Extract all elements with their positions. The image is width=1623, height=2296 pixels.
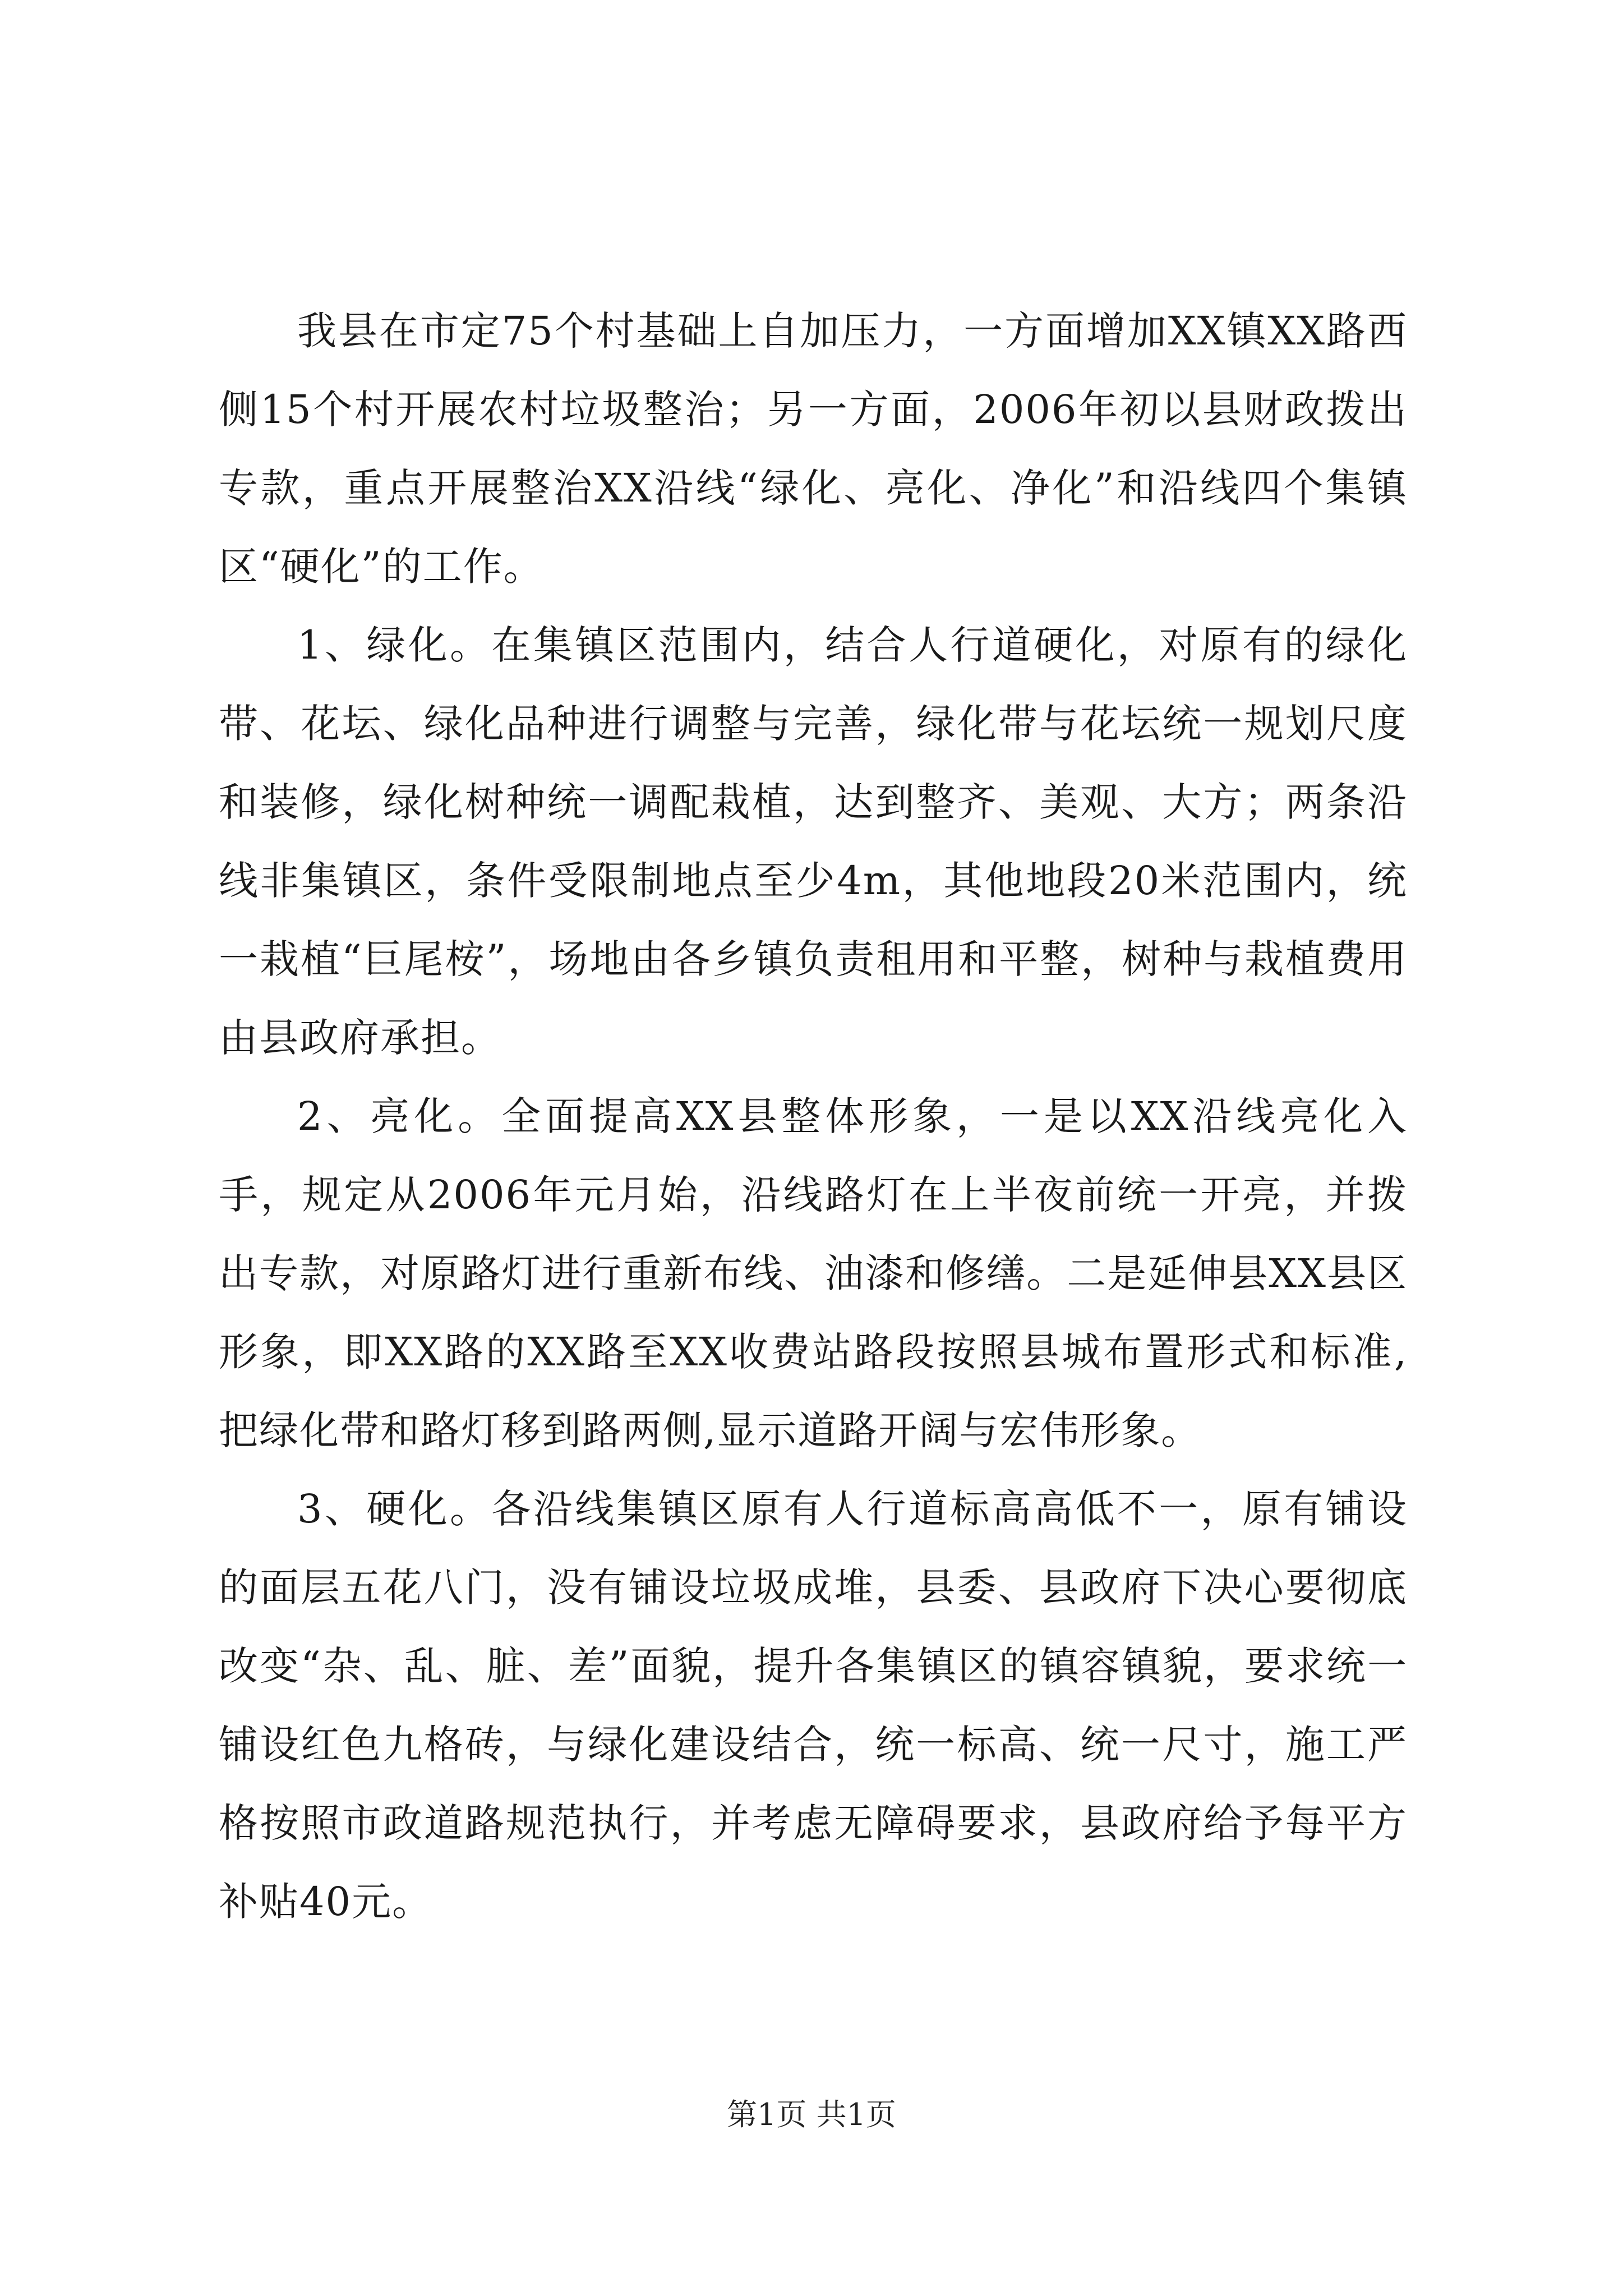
paragraph-hardening: 3、硬化。各沿线集镇区原有人行道标高高低不一，原有铺设的面层五花八门，没有铺设垃圾成堆，县委、县政府下决心要彻底改变“杂、乱、脏、差”面貌，提升各集镇区的镇容镇貌，要求统一铺设红色九格砖，与绿化建设结合，统一标高、统一尺寸，施工严格按照市政道路规范执行，并考虑无障碍要求，县政府给予每平方补贴40元。 — [219, 1486, 1408, 1925]
page-number-label: 第1页 共1页 — [727, 2097, 896, 2132]
paragraph-greening: 1、绿化。在集镇区范围内，结合人行道硬化，对原有的绿化带、花坛、绿化品种进行调整与完善，绿化带与花坛统一规划尺度和装修，绿化树种统一调配栽植，达到整齐、美观、大方；两条沿线非集镇区，条件受限制地点至少4m，其他地段20米范围内，统一栽植“巨尾桉”，场地由各乡镇负责租用和平整，树种与栽植费用由县政府承担。 — [219, 622, 1408, 1061]
page-footer — [0, 2095, 1623, 2134]
paragraph-lighting: 2、亮化。全面提高XX县整体形象，一是以XX沿线亮化入手，规定从2006年元月始，沿线路灯在上半夜前统一开亮，并拨出专款，对原路灯进行重新布线、油漆和修缮。二是延伸县XX县区形象，即XX路的XX路至XX收费站路段按照县城布置形式和标准,把绿化带和路灯移到路两侧,显示道路开阔与宏伟形象。 — [219, 1093, 1408, 1453]
document-body — [219, 292, 1408, 1941]
paragraph-intro: 我县在市定75个村基础上自加压力，一方面增加XX镇XX路西侧15个村开展农村垃圾整治；另一方面，2006年初以县财政拨出专款，重点开展整治XX沿线“绿化、亮化、净化”和沿线四个集镇区“硬化”的工作。 — [219, 308, 1408, 590]
